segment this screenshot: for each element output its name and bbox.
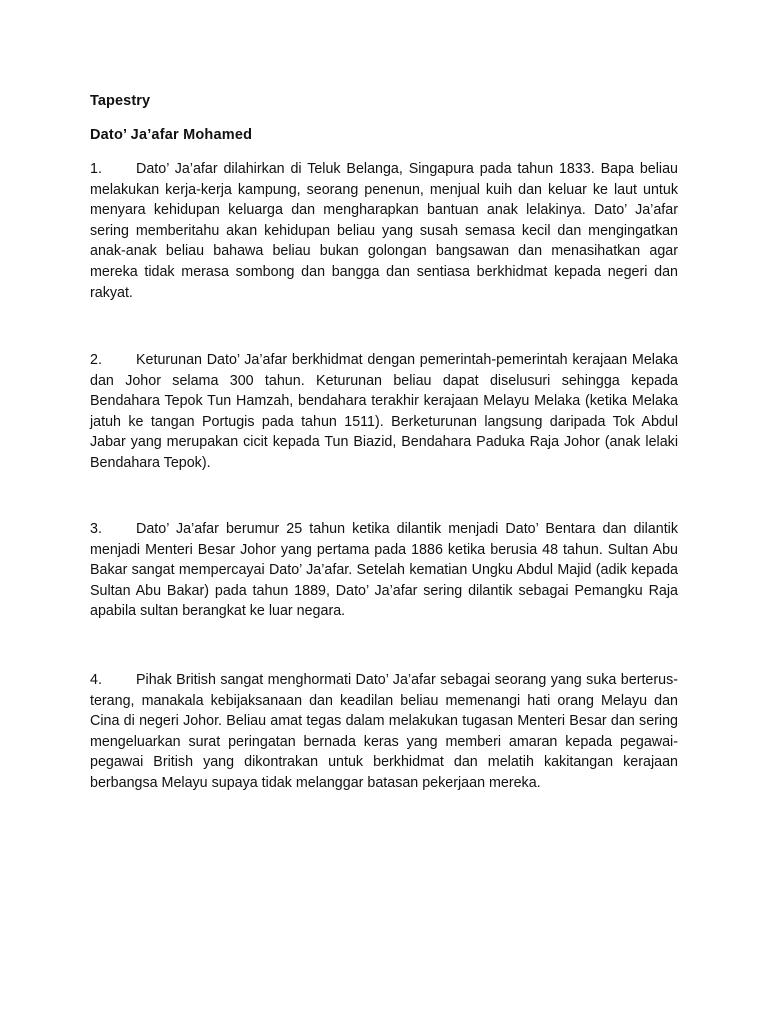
paragraph-number: 3. bbox=[90, 521, 102, 537]
paragraph-number: 4. bbox=[90, 672, 102, 688]
paragraph-text: Dato’ Ja’afar dilahirkan di Teluk Belanga, Singapura pada tahun 1833. Bapa beliau melakukan kerja-kerja kampung, seorang penenun, menjual kuih dan keluar ke laut untuk menyara kehidupan keluarga dan mengharapkan bantuan anak lelakinya. Dato’ Ja’afar sering memberitahu akan kehidupan beliau yang susah semasa kecil dan mengingatkan anak-anak beliau bahawa beliau bukan golongan bangsawan dan menasihatkan agar mereka tidak merasa sombong dan bangga dan sentiasa berkhidmat kepada negeri dan rakyat. bbox=[90, 161, 678, 301]
paragraph-2 bbox=[90, 350, 678, 474]
paragraph-text: Dato’ Ja’afar berumur 25 tahun ketika dilantik menjadi Dato’ Bentara dan dilantik menjadi Menteri Besar Johor yang pertama pada 1886 ketika berusia 48 tahun. Sultan Abu Bakar sangat mempercayai Dato’ Ja’afar. Setelah kematian Ungku Abdul Majid (adik kepada Sultan Abu Bakar) pada tahun 1889, Dato’ Ja’afar sering dilantik sebagai Pemangku Raja apabila sultan berangkat ke luar negara. bbox=[90, 521, 678, 620]
paragraph-text: Pihak British sangat menghormati Dato’ Ja’afar sebagai seorang yang suka berterus-terang, manakala kebijaksanaan dan keadilan beliau memenangi hati orang Melayu dan Cina di negeri Johor. Beliau amat tegas dalam melakukan tugasan Menteri Besar dan sering mengeluarkan surat peringatan bernada keras yang memberi amaran kepada pegawai-pegawai British yang dikontrakan untuk berkhidmat dan melatih kakitangan kerajaan berbangsa Melayu supaya tidak melanggar batasan pekerjaan mereka. bbox=[90, 672, 678, 791]
document-title: Tapestry bbox=[90, 93, 151, 109]
paragraph-number: 1. bbox=[90, 161, 102, 177]
paragraph-3 bbox=[90, 519, 678, 622]
paragraph-1 bbox=[90, 159, 678, 303]
paragraph-number: 2. bbox=[90, 352, 102, 368]
document-subtitle: Dato’ Ja’afar Mohamed bbox=[90, 127, 253, 143]
paragraph-4 bbox=[90, 670, 678, 794]
paragraph-text: Keturunan Dato’ Ja’afar berkhidmat dengan pemerintah-pemerintah kerajaan Melaka dan Johor selama 300 tahun. Keturunan beliau dapat diselusuri sehingga kepada Bendahara Tepok Tun Hamzah, bendahara terakhir kerajaan Melayu Melaka (ketika Melaka jatuh ke tangan Portugis pada tahun 1511). Berketurunan langsung daripada Tok Abdul Jabar yang merupakan cicit kepada Tun Biazid, Bendahara Paduka Raja Johor (anak lelaki Bendahara Tepok). bbox=[90, 352, 678, 471]
